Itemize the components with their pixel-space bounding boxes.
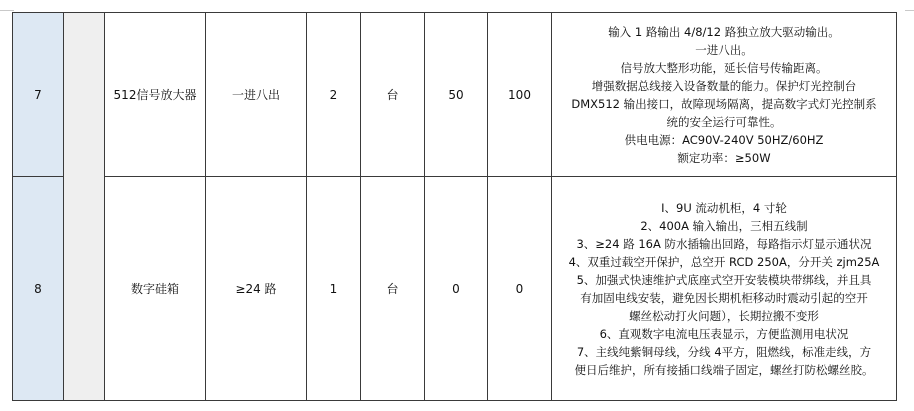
item-description (552, 13, 897, 177)
description-line: 2、400A 输入输出，三相五线制 (640, 218, 808, 233)
item-spec: ≥24 路 (206, 177, 307, 401)
row-index: 7 (13, 13, 64, 177)
item-unit-price: 50 (425, 13, 488, 177)
description-line: 7、主线纯紫铜母线，分线 4平方，阻燃线，标准走线，方 (576, 344, 872, 359)
description-line: 4、双重过载空开保护，总空开 RCD 250A，分开关 zjm25A (568, 254, 880, 269)
description-line: 有加固电线安装，避免因长期机柜移动时震动引起的空开 (580, 290, 868, 305)
item-spec: 一进八出 (206, 13, 307, 177)
description-line: 输入 1 路输出 4/8/12 路独立放大驱动输出。 (608, 24, 840, 39)
description-line: 便日后维护，所有接插口线端子固定，螺丝打防松螺丝胶。 (574, 362, 874, 377)
table-row (13, 13, 897, 177)
description-line: 6、直观数字电流电压表显示，方便监测用电状况 (599, 326, 849, 341)
item-name: 数字硅箱 (105, 177, 206, 401)
top-divider (0, 10, 14, 11)
table-row (13, 177, 897, 401)
item-total: 0 (488, 177, 552, 401)
description-line: 额定功率：≥50W (677, 150, 771, 165)
description-line: 3、≥24 路 16A 防水插输出回路，每路指示灯显示通状况 (576, 236, 872, 251)
description-line: 信号放大整形功能，延长信号传输距离。 (620, 60, 828, 75)
item-unit-price: 0 (425, 177, 488, 401)
description-line: 统的安全运行可靠性。 (666, 114, 782, 129)
top-divider-right (905, 10, 914, 11)
description-line: DMX512 输出接口，故障现场隔离，提高数字式灯光控制系 (571, 96, 877, 111)
description-line: 增强数据总线接入设备数量的能力。保护灯光控制台 (591, 78, 857, 93)
item-name: 512信号放大器 (105, 13, 206, 177)
item-unit: 台 (361, 13, 425, 177)
equipment-table (12, 12, 897, 401)
description-line: 供电电源：AC90V-240V 50HZ/60HZ (624, 132, 824, 147)
description-line: I、9U 流动机柜，4 寸轮 (661, 200, 787, 215)
item-total: 100 (488, 13, 552, 177)
description-line: 5、加强式快速维护式底座式空开安装模块带绑线，并且具 (576, 272, 872, 287)
item-description (552, 177, 897, 401)
blank-column (64, 13, 105, 401)
row-index: 8 (13, 177, 64, 401)
item-unit: 台 (361, 177, 425, 401)
description-line: 螺丝松动打火问题），长期拉搬不变形 (629, 308, 819, 323)
item-qty: 2 (307, 13, 361, 177)
item-qty: 1 (307, 177, 361, 401)
description-line: 一进八出。 (695, 42, 753, 57)
